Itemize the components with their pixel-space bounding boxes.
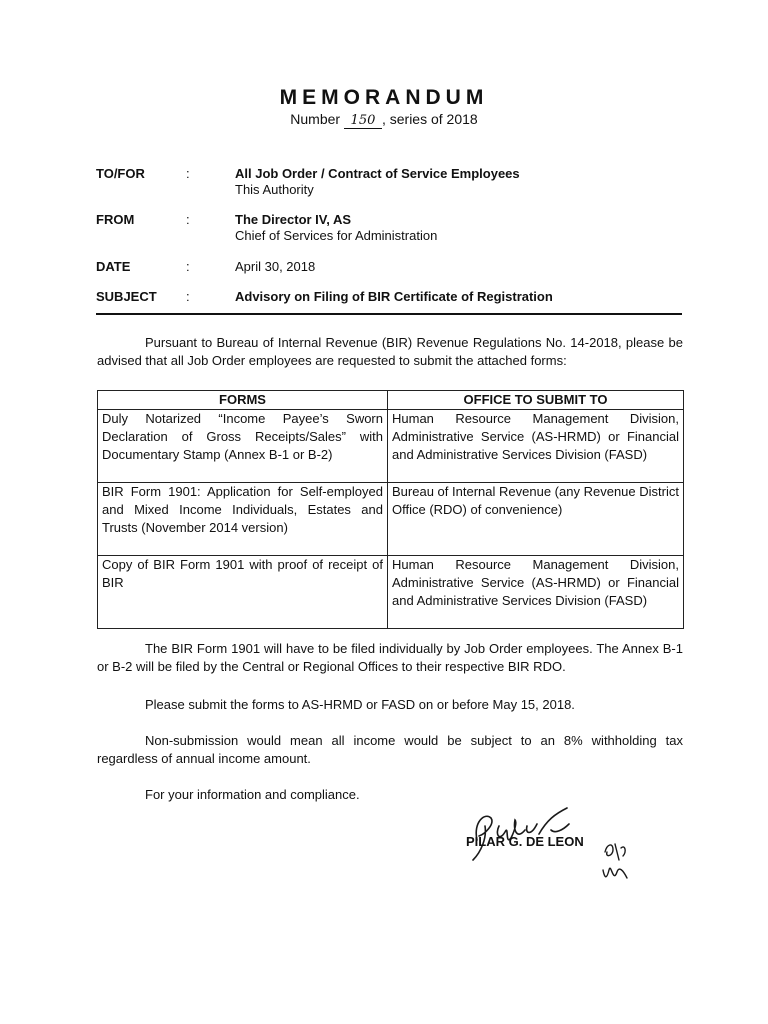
header-from bbox=[96, 212, 686, 246]
memo-title: MEMORANDUM bbox=[279, 86, 489, 109]
header-forms: FORMS bbox=[98, 391, 388, 410]
memo-number-handwritten: 150 bbox=[344, 114, 382, 129]
date-label: DATE bbox=[96, 259, 131, 274]
intro-paragraph: Pursuant to Bureau of Internal Revenue (BIR) Revenue Regulations No. 14-2018, please be advised that all Job Order employees are requested to submit the attached forms: bbox=[97, 335, 683, 368]
header-office: OFFICE TO SUBMIT TO bbox=[388, 391, 684, 410]
table-row bbox=[98, 556, 684, 629]
tofor-line2: This Authority bbox=[235, 182, 314, 197]
date-colon: : bbox=[186, 259, 190, 274]
filing-paragraph: The BIR Form 1901 will have to be filed individually by Job Order employees. The Annex B-1 or B-2 will be filed by the Central or Regional Offices to their respective BIR RDO. bbox=[97, 641, 683, 674]
from-label: FROM bbox=[96, 212, 135, 227]
forms-table bbox=[97, 390, 684, 629]
forms-table-header-row bbox=[98, 391, 684, 410]
header-date bbox=[96, 259, 686, 277]
withholding-paragraph: Non-submission would mean all income would be subject to an 8% withholding tax regardless of annual income amount. bbox=[97, 733, 683, 766]
deadline-paragraph: Please submit the forms to AS-HRMD or FASD on or before May 15, 2018. bbox=[145, 697, 575, 712]
tofor-label: TO/FOR bbox=[96, 166, 145, 181]
table-row bbox=[98, 483, 684, 556]
office-cell: Human Resource Management Division, Administrative Service (AS-HRMD) or Financial and Administrative Services Division (FASD) bbox=[388, 410, 684, 483]
memo-number-prefix: Number bbox=[290, 111, 341, 127]
tofor-line1: All Job Order / Contract of Service Employees bbox=[235, 166, 520, 181]
header-subject bbox=[96, 289, 686, 307]
subject-value: Advisory on Filing of BIR Certificate of Registration bbox=[235, 289, 553, 304]
header-divider bbox=[96, 313, 682, 315]
office-cell: Bureau of Internal Revenue (any Revenue District Office (RDO) of convenience) bbox=[388, 483, 684, 556]
from-colon: : bbox=[186, 212, 190, 227]
subject-label: SUBJECT bbox=[96, 289, 157, 304]
form-cell: BIR Form 1901: Application for Self-employed and Mixed Income Individuals, Estates and Trusts (November 2014 version) bbox=[98, 483, 388, 556]
from-value bbox=[235, 212, 685, 244]
form-cell: Copy of BIR Form 1901 with proof of receipt of BIR bbox=[98, 556, 388, 629]
from-line2: Chief of Services for Administration bbox=[235, 228, 438, 243]
tofor-value bbox=[235, 166, 685, 198]
header-tofor bbox=[96, 166, 686, 200]
table-row bbox=[98, 410, 684, 483]
tofor-colon: : bbox=[186, 166, 190, 181]
date-value: April 30, 2018 bbox=[235, 259, 316, 274]
signatory-name: PILAR G. DE LEON bbox=[466, 834, 584, 849]
memo-number-suffix: , series of 2018 bbox=[381, 111, 478, 127]
memo-number-line bbox=[0, 111, 768, 129]
subject-colon: : bbox=[186, 289, 190, 304]
from-line1: The Director IV, AS bbox=[235, 212, 352, 227]
closing-paragraph: For your information and compliance. bbox=[145, 787, 360, 802]
office-cell: Human Resource Management Division, Administrative Service (AS-HRMD) or Financial and Administrative Services Division (FASD) bbox=[388, 556, 684, 629]
form-cell: Duly Notarized “Income Payee’s Sworn Declaration of Gross Receipts/Sales” with Documentary Stamp (Annex B-1 or B-2) bbox=[98, 410, 388, 483]
